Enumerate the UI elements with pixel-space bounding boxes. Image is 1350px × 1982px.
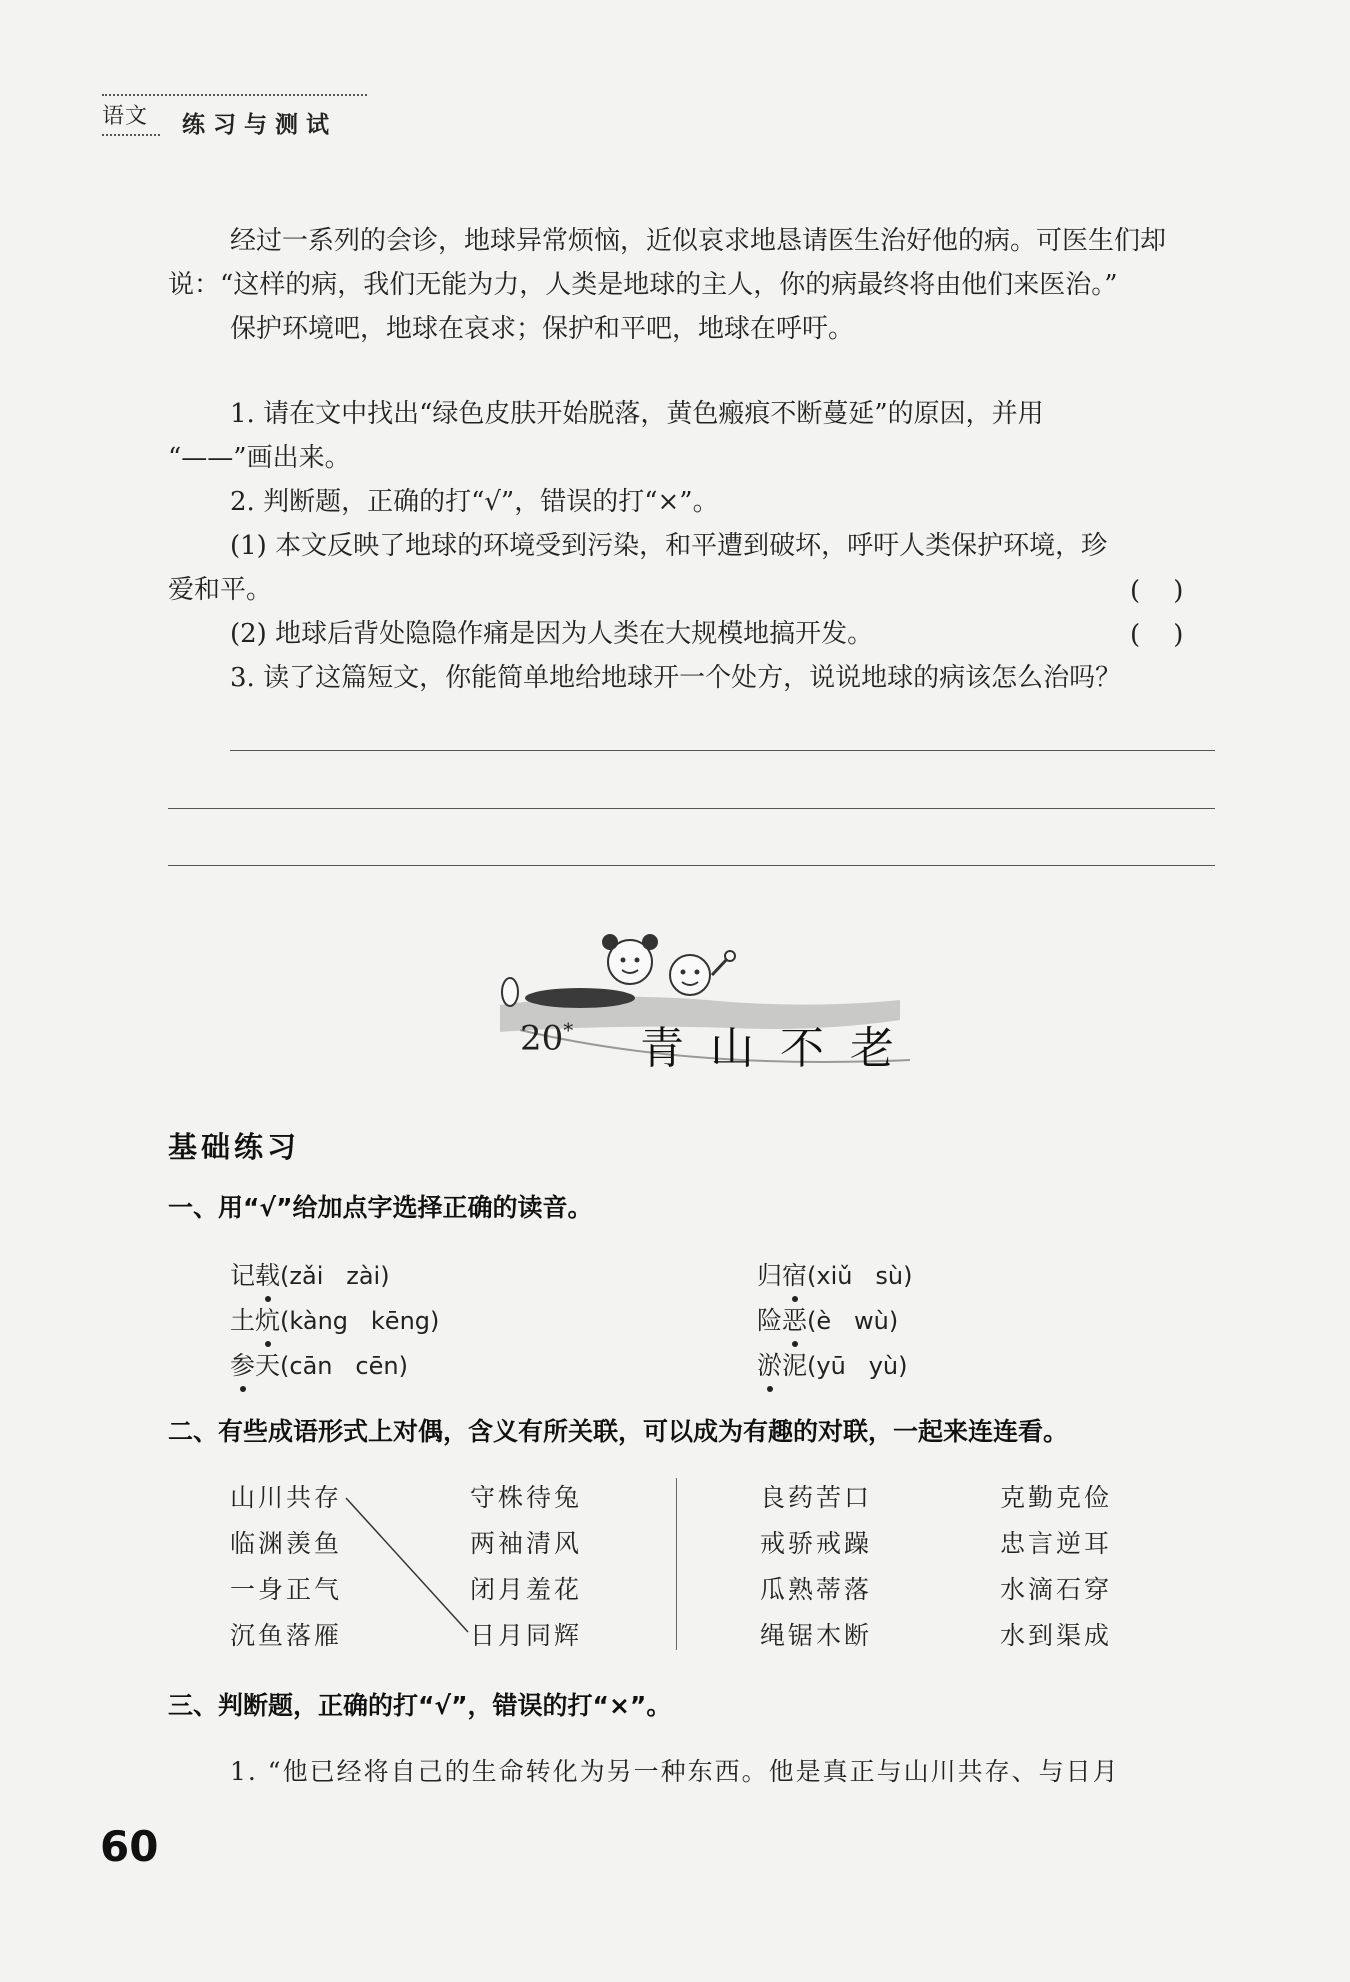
idiom-item[interactable]: 一身正气: [230, 1575, 343, 1604]
section-title: 基础练习: [168, 1130, 301, 1164]
lesson-number: 20*: [520, 1018, 574, 1059]
idiom-item[interactable]: 两袖清风: [470, 1529, 583, 1558]
pinyin-item[interactable]: 淤泥(yū yù): [757, 1346, 907, 1382]
part3-heading: 三、判断题，正确的打“√”，错误的打“×”。: [168, 1691, 672, 1720]
question-2-1-line2: 爱和平。: [168, 575, 273, 605]
pinyin-item[interactable]: 归宿(xiǔ sù): [757, 1256, 912, 1292]
question-2-2: (2) 地球后背处隐隐作痛是因为人类在大规模地搞开发。: [230, 619, 874, 649]
idiom-item[interactable]: 水到渠成: [1000, 1621, 1113, 1650]
idiom-item[interactable]: 沉鱼落雁: [230, 1621, 343, 1650]
pinyin-item[interactable]: 险恶(è wù): [757, 1301, 898, 1337]
answer-paren-2-2[interactable]: ( ): [1130, 620, 1184, 650]
idiom-item[interactable]: 良药苦口: [760, 1483, 873, 1512]
passage-p1-line2: 说：“这样的病，我们无能为力，人类是地球的主人，你的病最终将由他们来医治。”: [168, 270, 1118, 300]
idiom-item[interactable]: 忠言逆耳: [1000, 1529, 1113, 1558]
part2-heading: 二、有些成语形式上对偶，含义有所关联，可以成为有趣的对联，一起来连连看。: [168, 1417, 1069, 1446]
idiom-item[interactable]: 水滴石穿: [1000, 1575, 1113, 1604]
idiom-item[interactable]: 山川共存: [230, 1483, 343, 1512]
question-1-line1: 1. 请在文中找出“绿色皮肤开始脱落，黄色瘢痕不断蔓延”的原因，并用: [230, 399, 1044, 429]
answer-paren-2-1[interactable]: ( ): [1130, 576, 1184, 606]
idiom-item[interactable]: 守株待兔: [470, 1483, 583, 1512]
part1-heading: 一、用“√”给加点字选择正确的读音。: [168, 1193, 593, 1222]
page-number: 60: [100, 1822, 159, 1871]
idiom-item[interactable]: 戒骄戒躁: [760, 1529, 873, 1558]
pinyin-item[interactable]: 参天(cān cēn): [230, 1346, 408, 1382]
header-subject: 语文: [102, 102, 160, 136]
header-title: 练习与测试: [182, 112, 337, 138]
idiom-item[interactable]: 绳锯木断: [760, 1621, 873, 1650]
question-2: 2. 判断题，正确的打“√”，错误的打“×”。: [230, 487, 719, 517]
question-2-1-line1: (1) 本文反映了地球的环境受到污染，和平遭到破坏，呼吁人类保护环境，珍: [230, 531, 1108, 561]
question-1-line2: “——”画出来。: [168, 443, 351, 473]
idiom-item[interactable]: 临渊羡鱼: [230, 1529, 343, 1558]
passage-p2: 保护环境吧，地球在哀求；保护和平吧，地球在呼吁。: [230, 314, 855, 344]
pinyin-item[interactable]: 记载(zǎi zài): [230, 1256, 390, 1292]
idiom-item[interactable]: 瓜熟蒂落: [760, 1575, 873, 1604]
passage-p1-line1: 经过一系列的会诊，地球异常烦恼，近似哀求地恳请医生治好他的病。可医生们却: [230, 226, 1167, 256]
lesson-title: 青山不老: [640, 1023, 920, 1074]
idiom-item[interactable]: 闭月羞花: [470, 1575, 583, 1604]
idiom-item[interactable]: 日月同辉: [470, 1621, 583, 1650]
question-3: 3. 读了这篇短文，你能简单地给地球开一个处方，说说地球的病该怎么治吗？: [230, 663, 1122, 693]
idiom-item[interactable]: 克勤克俭: [1000, 1483, 1113, 1512]
pinyin-item[interactable]: 土炕(kàng kēng): [230, 1301, 439, 1337]
part3-question-1: 1. “他已经将自己的生命转化为另一种东西。他是真正与山川共存、与日月: [230, 1757, 1120, 1786]
